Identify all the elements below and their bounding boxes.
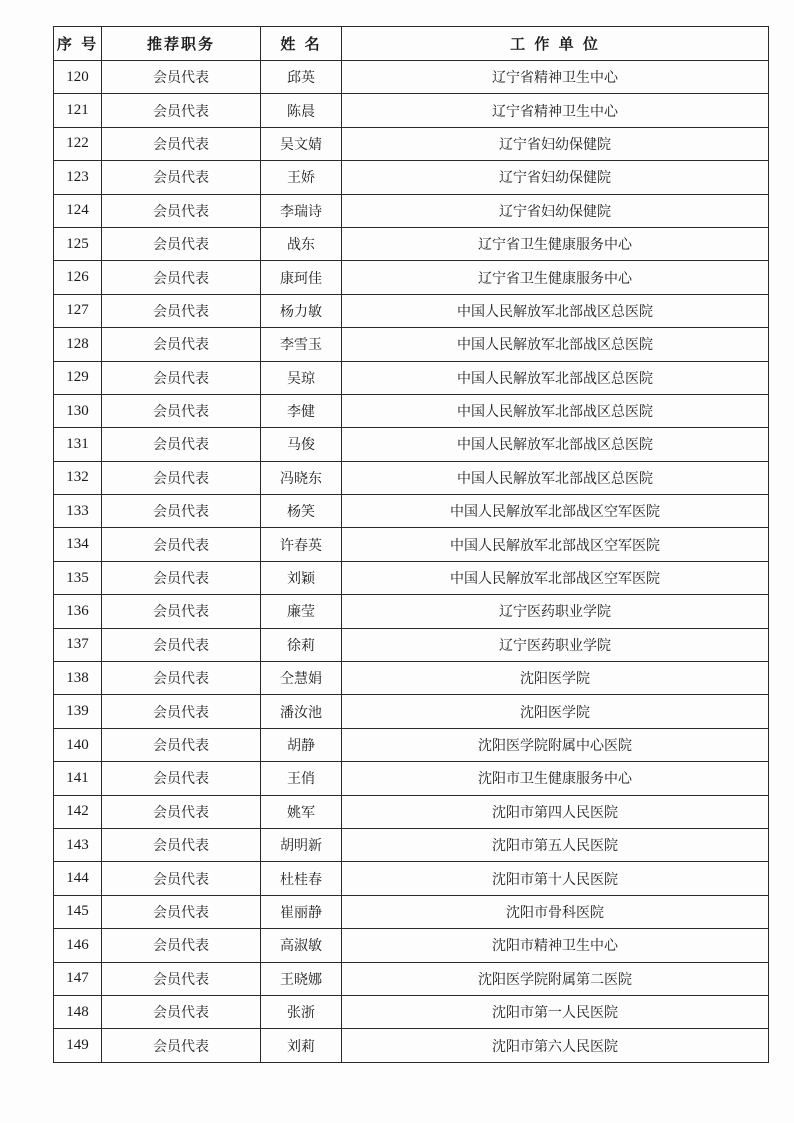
- cell-no: 128: [54, 328, 102, 361]
- cell-no: 135: [54, 561, 102, 594]
- cell-role: 会员代表: [102, 261, 261, 294]
- cell-role: 会员代表: [102, 127, 261, 160]
- cell-name: 战东: [261, 227, 342, 260]
- cell-no: 137: [54, 628, 102, 661]
- cell-role: 会员代表: [102, 94, 261, 127]
- cell-unit: 沈阳医学院附属中心医院: [342, 728, 769, 761]
- cell-unit: 沈阳市第五人民医院: [342, 828, 769, 861]
- header-row: [54, 27, 769, 61]
- cell-unit: 中国人民解放军北部战区总医院: [342, 394, 769, 427]
- table-row: [54, 728, 769, 761]
- cell-no: 132: [54, 461, 102, 494]
- cell-name: 胡明新: [261, 828, 342, 861]
- cell-unit: 中国人民解放军北部战区空军医院: [342, 495, 769, 528]
- cell-unit: 沈阳市精神卫生中心: [342, 929, 769, 962]
- table-row: [54, 328, 769, 361]
- cell-role: 会员代表: [102, 628, 261, 661]
- table-row: [54, 1029, 769, 1062]
- cell-no: 136: [54, 595, 102, 628]
- table-row: [54, 61, 769, 94]
- cell-name: 廉莹: [261, 595, 342, 628]
- table-row: [54, 895, 769, 928]
- cell-no: 122: [54, 127, 102, 160]
- cell-unit: 中国人民解放军北部战区空军医院: [342, 528, 769, 561]
- cell-unit: 辽宁省妇幼保健院: [342, 161, 769, 194]
- cell-name: 吴文婧: [261, 127, 342, 160]
- cell-unit: 辽宁医药职业学院: [342, 628, 769, 661]
- cell-role: 会员代表: [102, 461, 261, 494]
- cell-name: 冯晓东: [261, 461, 342, 494]
- cell-name: 徐莉: [261, 628, 342, 661]
- table-row: [54, 161, 769, 194]
- cell-name: 李健: [261, 394, 342, 427]
- table-row: [54, 795, 769, 828]
- table-row: [54, 127, 769, 160]
- table-row: [54, 561, 769, 594]
- cell-no: 138: [54, 662, 102, 695]
- table-row: [54, 628, 769, 661]
- cell-name: 邱英: [261, 61, 342, 94]
- cell-unit: 辽宁省妇幼保健院: [342, 127, 769, 160]
- cell-no: 149: [54, 1029, 102, 1062]
- cell-name: 马俊: [261, 428, 342, 461]
- table-row: [54, 595, 769, 628]
- cell-role: 会员代表: [102, 528, 261, 561]
- table-row: [54, 394, 769, 427]
- cell-unit: 辽宁省卫生健康服务中心: [342, 261, 769, 294]
- cell-name: 杨笑: [261, 495, 342, 528]
- cell-unit: 辽宁省精神卫生中心: [342, 94, 769, 127]
- cell-role: 会员代表: [102, 428, 261, 461]
- cell-name: 高淑敏: [261, 929, 342, 962]
- table-row: [54, 428, 769, 461]
- cell-role: 会员代表: [102, 161, 261, 194]
- cell-unit: 辽宁省卫生健康服务中心: [342, 227, 769, 260]
- table-row: [54, 94, 769, 127]
- cell-role: 会员代表: [102, 495, 261, 528]
- cell-role: 会员代表: [102, 394, 261, 427]
- cell-name: 刘颖: [261, 561, 342, 594]
- cell-no: 133: [54, 495, 102, 528]
- cell-role: 会员代表: [102, 561, 261, 594]
- table-row: [54, 929, 769, 962]
- cell-no: 142: [54, 795, 102, 828]
- table-row: [54, 261, 769, 294]
- cell-name: 杜桂春: [261, 862, 342, 895]
- cell-unit: 沈阳医学院附属第二医院: [342, 962, 769, 995]
- cell-unit: 中国人民解放军北部战区总医院: [342, 428, 769, 461]
- cell-unit: 中国人民解放军北部战区总医院: [342, 361, 769, 394]
- cell-role: 会员代表: [102, 194, 261, 227]
- cell-unit: 沈阳市第一人民医院: [342, 995, 769, 1028]
- cell-unit: 辽宁省精神卫生中心: [342, 61, 769, 94]
- table-row: [54, 528, 769, 561]
- cell-role: 会员代表: [102, 995, 261, 1028]
- cell-no: 127: [54, 294, 102, 327]
- cell-unit: 辽宁医药职业学院: [342, 595, 769, 628]
- header-no: 序 号: [54, 27, 102, 61]
- cell-name: 潘汝池: [261, 695, 342, 728]
- cell-unit: 中国人民解放军北部战区总医院: [342, 328, 769, 361]
- cell-no: 140: [54, 728, 102, 761]
- cell-name: 姚军: [261, 795, 342, 828]
- table-row: [54, 194, 769, 227]
- cell-unit: 沈阳市骨科医院: [342, 895, 769, 928]
- cell-role: 会员代表: [102, 294, 261, 327]
- cell-role: 会员代表: [102, 695, 261, 728]
- cell-name: 崔丽静: [261, 895, 342, 928]
- cell-role: 会员代表: [102, 929, 261, 962]
- table-header: [54, 27, 769, 61]
- cell-unit: 中国人民解放军北部战区总医院: [342, 294, 769, 327]
- cell-role: 会员代表: [102, 227, 261, 260]
- cell-name: 王晓娜: [261, 962, 342, 995]
- cell-no: 148: [54, 995, 102, 1028]
- cell-unit: 沈阳市第四人民医院: [342, 795, 769, 828]
- cell-unit: 沈阳医学院: [342, 695, 769, 728]
- cell-no: 146: [54, 929, 102, 962]
- table-row: [54, 762, 769, 795]
- cell-no: 141: [54, 762, 102, 795]
- cell-no: 145: [54, 895, 102, 928]
- cell-no: 143: [54, 828, 102, 861]
- cell-name: 王娇: [261, 161, 342, 194]
- cell-name: 康珂佳: [261, 261, 342, 294]
- cell-role: 会员代表: [102, 795, 261, 828]
- cell-name: 刘莉: [261, 1029, 342, 1062]
- cell-name: 李瑞诗: [261, 194, 342, 227]
- cell-name: 陈晨: [261, 94, 342, 127]
- header-name: 姓 名: [261, 27, 342, 61]
- table-row: [54, 828, 769, 861]
- cell-unit: 中国人民解放军北部战区总医院: [342, 461, 769, 494]
- cell-unit: 辽宁省妇幼保健院: [342, 194, 769, 227]
- cell-name: 胡静: [261, 728, 342, 761]
- cell-name: 吴琼: [261, 361, 342, 394]
- cell-no: 139: [54, 695, 102, 728]
- cell-role: 会员代表: [102, 662, 261, 695]
- cell-role: 会员代表: [102, 61, 261, 94]
- table-row: [54, 495, 769, 528]
- cell-name: 仝慧娟: [261, 662, 342, 695]
- cell-name: 李雪玉: [261, 328, 342, 361]
- cell-role: 会员代表: [102, 895, 261, 928]
- cell-no: 147: [54, 962, 102, 995]
- cell-name: 王俏: [261, 762, 342, 795]
- cell-unit: 沈阳市第六人民医院: [342, 1029, 769, 1062]
- cell-no: 129: [54, 361, 102, 394]
- cell-no: 134: [54, 528, 102, 561]
- cell-no: 120: [54, 61, 102, 94]
- cell-role: 会员代表: [102, 361, 261, 394]
- cell-unit: 沈阳市第十人民医院: [342, 862, 769, 895]
- cell-role: 会员代表: [102, 1029, 261, 1062]
- table-row: [54, 962, 769, 995]
- cell-no: 124: [54, 194, 102, 227]
- header-unit: 工 作 单 位: [342, 27, 769, 61]
- cell-no: 126: [54, 261, 102, 294]
- cell-no: 121: [54, 94, 102, 127]
- cell-role: 会员代表: [102, 862, 261, 895]
- cell-no: 130: [54, 394, 102, 427]
- cell-role: 会员代表: [102, 762, 261, 795]
- cell-name: 杨力敏: [261, 294, 342, 327]
- cell-unit: 中国人民解放军北部战区空军医院: [342, 561, 769, 594]
- cell-role: 会员代表: [102, 962, 261, 995]
- cell-name: 许春英: [261, 528, 342, 561]
- cell-role: 会员代表: [102, 728, 261, 761]
- member-roster-table: [53, 26, 769, 1063]
- cell-name: 张浙: [261, 995, 342, 1028]
- cell-no: 123: [54, 161, 102, 194]
- cell-unit: 沈阳医学院: [342, 662, 769, 695]
- cell-role: 会员代表: [102, 595, 261, 628]
- table-row: [54, 361, 769, 394]
- cell-unit: 沈阳市卫生健康服务中心: [342, 762, 769, 795]
- header-role: 推荐职务: [102, 27, 261, 61]
- cell-no: 144: [54, 862, 102, 895]
- table-row: [54, 294, 769, 327]
- cell-role: 会员代表: [102, 828, 261, 861]
- table-body: [54, 61, 769, 1063]
- table-row: [54, 662, 769, 695]
- cell-no: 131: [54, 428, 102, 461]
- table-row: [54, 461, 769, 494]
- table-row: [54, 227, 769, 260]
- table-row: [54, 995, 769, 1028]
- cell-role: 会员代表: [102, 328, 261, 361]
- table-row: [54, 862, 769, 895]
- cell-no: 125: [54, 227, 102, 260]
- table-row: [54, 695, 769, 728]
